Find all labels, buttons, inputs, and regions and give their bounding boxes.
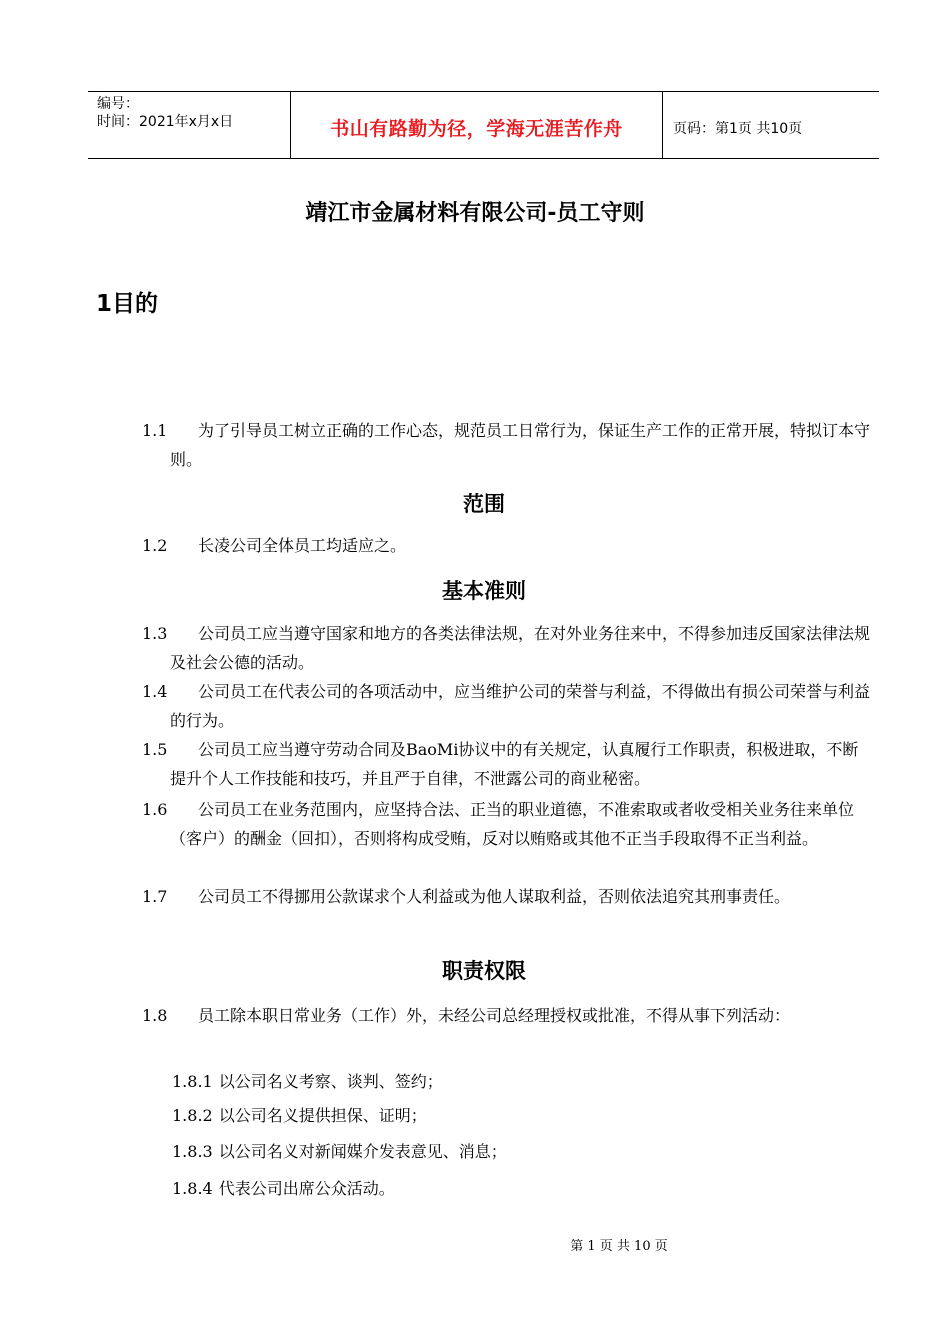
header-page-label: 页码：第1页 共10页 [673,121,803,137]
subclause-number: 1.8.1 [172,1072,213,1091]
clause-number: 1.5 [142,740,168,759]
clause-1-2 [142,531,872,560]
clause-number: 1.2 [142,536,168,555]
subclause-1-8-4 [172,1178,395,1200]
page-footer: 第 1 页 共 10 页 [570,1239,668,1254]
clause-text: 公司员工在业务范围内，应坚持合法、正当的职业道德，不准索取或者收受相关业务往来单位（客户）的酬金（回扣），否则将构成受贿，反对以贿赂或其他不正当手段取得不正当利益。 [170,800,855,848]
clause-1-7 [142,882,872,911]
section-heading-duties: 职责权限 [442,959,526,983]
subclause-text: 以公司名义考察、谈判、签约； [218,1072,443,1091]
clause-1-4 [142,677,872,735]
clause-number: 1.1 [142,421,168,440]
clause-text: 公司员工不得挪用公款谋求个人利益或为他人谋取利益，否则依法追究其刑事责任。 [198,887,791,906]
clause-1-1 [142,416,872,474]
subclause-text: 代表公司出席公众活动。 [218,1179,395,1198]
clause-text: 公司员工应当遵守国家和地方的各类法律法规，在对外业务往来中，不得参加违反国家法律法规及社会公德的活动。 [170,624,871,672]
subclause-text: 以公司名义提供担保、证明； [218,1106,427,1125]
subclause-1-8-1 [172,1071,443,1093]
clause-1-5 [142,735,872,793]
section-heading-scope: 范围 [463,492,505,516]
header-motto: 书山有路勤为径，学海无涯苦作舟 [330,118,623,140]
clause-number: 1.7 [142,887,168,906]
clause-1-8 [142,1001,872,1030]
clause-text: 员工除本职日常业务（工作）外，未经公司总经理授权或批准，不得从事下列活动： [198,1006,791,1025]
clause-1-6 [142,795,872,853]
clause-number: 1.6 [142,800,168,819]
clause-1-3 [142,619,872,677]
subclause-1-8-2 [172,1105,427,1127]
clause-number: 1.8 [142,1006,168,1025]
document-header [88,91,879,159]
document-title: 靖江市金属材料有限公司-员工守则 [305,201,645,226]
clause-number: 1.3 [142,624,168,643]
clause-text: 公司员工在代表公司的各项活动中，应当维护公司的荣誉与利益，不得做出有损公司荣誉与利益的行为。 [170,682,871,730]
subclause-number: 1.8.3 [172,1142,213,1161]
header-left-cell [97,95,233,131]
subclause-number: 1.8.4 [172,1179,213,1198]
subclause-1-8-3 [172,1141,507,1163]
section-heading-principles: 基本准则 [442,579,526,603]
clause-text: 长凌公司全体员工均适应之。 [198,536,407,555]
subclause-number: 1.8.2 [172,1106,213,1125]
clause-text: 公司员工应当遵守劳动合同及BaoMi协议中的有关规定，认真履行工作职责，积极进取，不断提升个人工作技能和技巧，并且严于自律，不泄露公司的商业秘密。 [170,740,859,788]
subclause-text: 以公司名义对新闻媒介发表意见、消息； [218,1142,507,1161]
time-label: 时间：2021年x月x日 [97,114,234,130]
header-divider [662,92,663,158]
serial-label: 编号： [97,96,139,112]
clause-text: 为了引导员工树立正确的工作心态，规范员工日常行为，保证生产工作的正常开展，特拟订本守则。 [170,421,871,469]
section-heading-purpose: 1目的 [96,291,159,317]
clause-number: 1.4 [142,682,168,701]
